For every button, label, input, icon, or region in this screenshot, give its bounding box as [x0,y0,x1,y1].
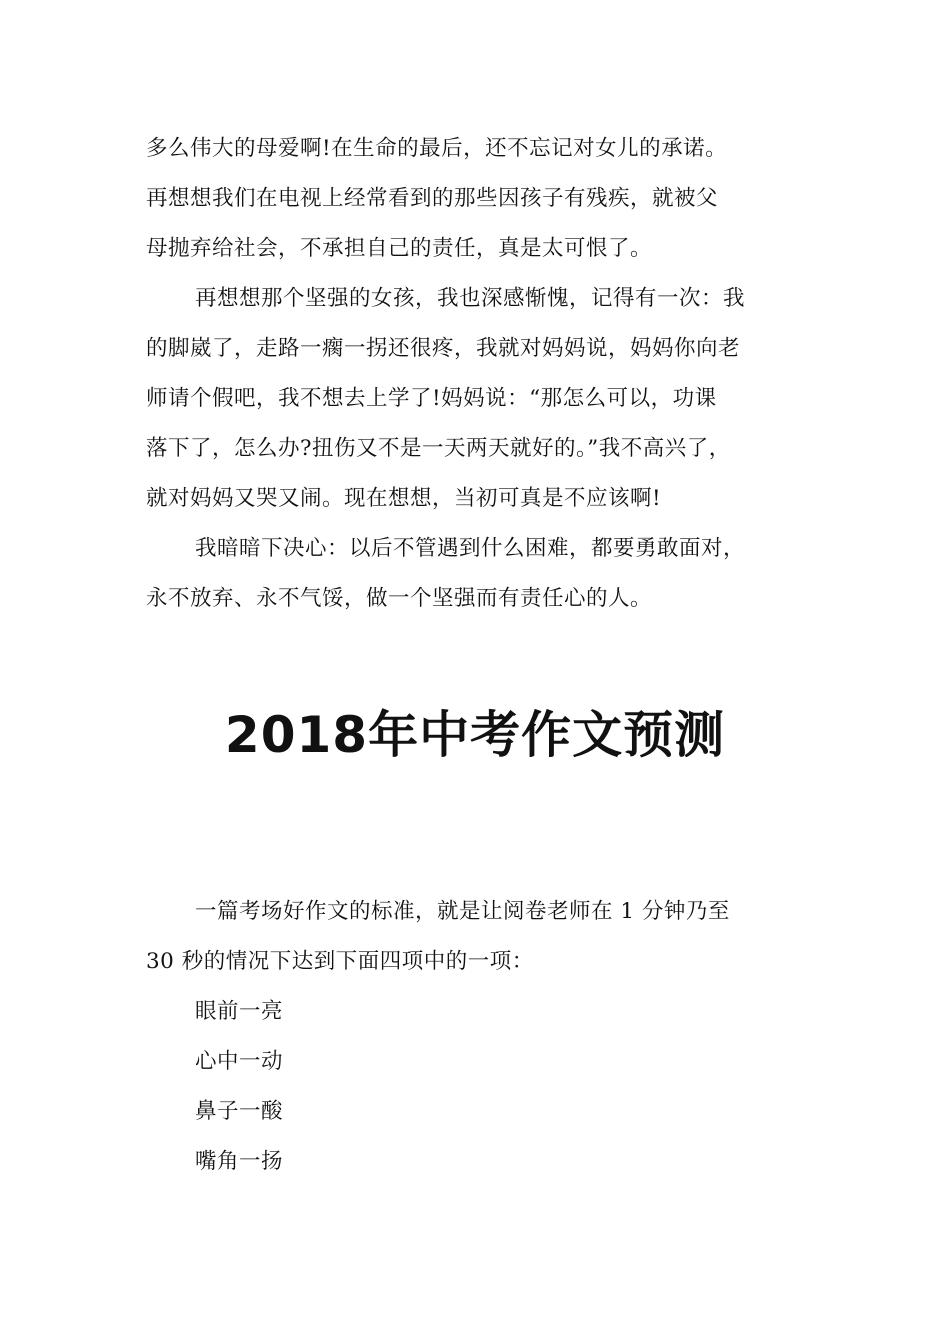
essay-line: 再想想我们在电视上经常看到的那些因孩子有残疾，就被父 [146,186,719,211]
section-title: 2018年中考作文预测 [224,706,726,764]
essay-line: 落下了，怎么办?扭伤又不是一天两天就好的。”我不高兴了， [146,436,731,461]
list-item: 眼前一亮 [195,999,284,1024]
essay-line: 再想想那个坚强的女孩，我也深感惭愧，记得有一次：我 [195,286,746,311]
essay-line: 我暗暗下决心：以后不管遇到什么困难，都要勇敢面对， [195,536,746,561]
list-item: 嘴角一扬 [195,1149,284,1174]
essay-line: 的脚崴了，走路一瘸一拐还很疼，我就对妈妈说，妈妈你向老 [146,336,741,361]
essay-line: 永不放弃、永不气馁，做一个坚强而有责任心的人。 [146,586,653,611]
list-item: 心中一动 [195,1049,284,1074]
essay-line: 母抛弃给社会，不承担自己的责任，真是太可恨了。 [146,236,653,261]
list-item: 鼻子一酸 [195,1099,284,1124]
essay-line: 师请个假吧，我不想去上学了!妈妈说：“那怎么可以，功课 [146,386,717,411]
essay-line: 就对妈妈又哭又闹。现在想想，当初可真是不应该啊! [146,486,662,511]
section-line: 30 秒的情况下达到下面四项中的一项： [146,949,534,974]
section-line: 一篇考场好作文的标准，就是让阅卷老师在 1 分钟乃至 [195,899,730,924]
essay-line: 多么伟大的母爱啊!在生命的最后，还不忘记对女儿的承诺。 [146,136,728,161]
